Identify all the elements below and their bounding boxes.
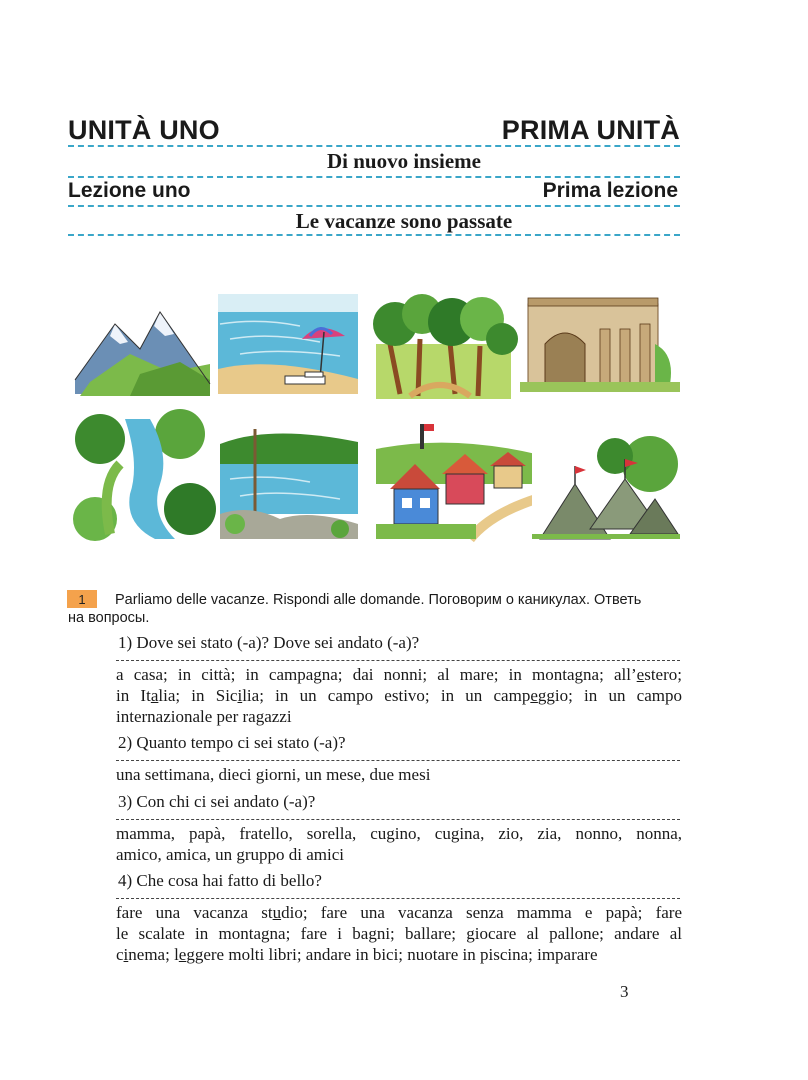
village-illustration (376, 419, 536, 539)
unit-title-left: UNITÀ UNO (68, 115, 220, 145)
answer-line: le scalate in montagna; fare i bagni; ballare; giocare al pallone; andare al (116, 924, 682, 943)
lesson-title-right: Prima lezione (542, 179, 678, 202)
forest-illustration (373, 294, 518, 399)
question-3: 3) Con chi ci sei andato (-a)? (118, 792, 316, 811)
answer-line: cinema; leggere molti libri; andare in bici; nuotare in piscina; imparare (116, 945, 598, 964)
unit-subtitle: Di nuovo insieme (326, 149, 481, 173)
answer-block-2 (116, 764, 682, 785)
answer-line: una settimana, dieci giorni, un mese, due mesi (116, 765, 431, 784)
exercise-instruction: Parliamo delle vacanze. Rispondi alle domande. Поговорим о каникулах. Ответь (115, 592, 642, 608)
answer-block-4 (116, 902, 682, 965)
exercise-instruction-cont: на вопросы. (68, 610, 150, 626)
campsite-illustration (532, 424, 680, 539)
mountains-illustration (70, 294, 210, 399)
exercise-number-badge: 1 (67, 590, 97, 608)
river-illustration (70, 409, 216, 541)
header-divider (68, 234, 680, 236)
beach-illustration (218, 294, 358, 394)
question-2: 2) Quanto tempo ci sei stato (-a)? (118, 733, 346, 752)
ruins-illustration (520, 294, 680, 394)
stress-mark: e (636, 665, 645, 684)
page-number: 3 (620, 982, 629, 1001)
lake-illustration (218, 424, 358, 539)
answer-block-3 (116, 823, 682, 865)
answer-line: in Italia; in Sicilia; in un campo estivo; in un campeggio; in un campo (116, 686, 683, 705)
header-divider (68, 205, 680, 207)
stress-mark: i (123, 945, 129, 964)
answer-line: internazionale per ragazzi (116, 707, 292, 726)
stress-mark: i (237, 686, 243, 705)
answer-divider (116, 819, 680, 820)
stress-mark: a (150, 686, 159, 705)
stress-mark: e (530, 686, 538, 705)
answer-divider (116, 898, 680, 899)
answer-line: fare una vacanza studio; fare una vacanza senza mamma e papà; fare (116, 903, 682, 922)
answer-divider (116, 760, 680, 761)
answer-block-1 (116, 664, 682, 727)
unit-title-right: PRIMA UNITÀ (501, 115, 680, 145)
answer-line: amico, amica, un gruppo di amici (116, 845, 345, 864)
question-1: 1) Dove sei stato (-a)? Dove sei andato (-a)? (118, 633, 420, 652)
stress-mark: e (178, 945, 187, 964)
header-divider (68, 145, 680, 147)
answer-line: mamma, papà, fratello, sorella, cugino, cugina, zio, zia, nonno, nonna, (116, 824, 682, 843)
lesson-subtitle: Le vacanze sono passate (295, 209, 513, 233)
answer-divider (116, 660, 680, 661)
vacation-illustrations (70, 284, 680, 554)
lesson-title-left: Lezione uno (68, 179, 191, 202)
question-4: 4) Che cosa hai fatto di bello? (118, 871, 322, 890)
answer-line: a casa; in città; in campagna; dai nonni; al mare; in montagna; all’estero; (116, 665, 682, 684)
stress-mark: u (272, 903, 282, 922)
header-divider (68, 176, 680, 178)
